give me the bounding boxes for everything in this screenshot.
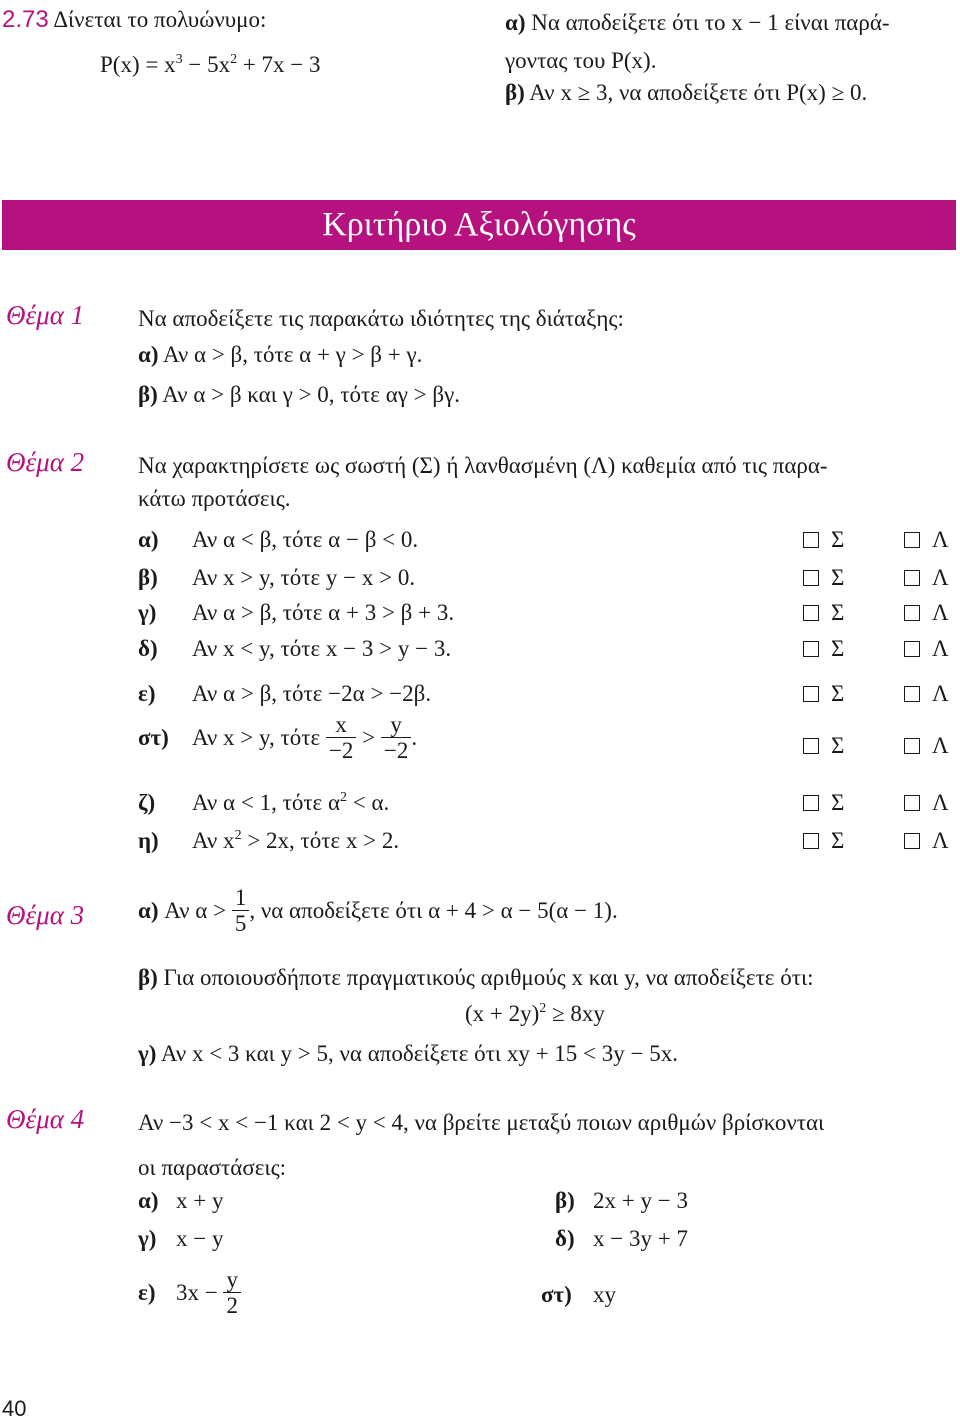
checkbox[interactable] xyxy=(803,641,819,657)
expression-f xyxy=(541,1282,616,1308)
part-label: γ) xyxy=(138,1226,157,1251)
page-number: 40 xyxy=(2,1396,27,1421)
part-text: Αν x < 3 και y > 5, να αποδείξετε ότι xy + 15 < 3y − 5x. xyxy=(160,1041,678,1066)
topic-4-intro-cont: οι παραστάσεις: xyxy=(138,1155,287,1180)
part-text: Αν α > xyxy=(164,898,227,924)
checkbox[interactable] xyxy=(803,686,819,702)
part-text: Για οποιουσδήποτε πραγματικούς αριθμούς x και y, να αποδείξετε ότι: xyxy=(163,965,814,990)
expression-b xyxy=(555,1188,688,1214)
numerator: y xyxy=(390,712,402,737)
fraction-y-over-2 xyxy=(223,1267,241,1319)
checkbox[interactable] xyxy=(803,795,819,811)
option-false[interactable] xyxy=(904,828,949,854)
statement-text: < α. xyxy=(347,790,390,815)
option-true[interactable] xyxy=(803,790,844,816)
statement-text: > 2x, τότε x > 2. xyxy=(241,828,400,853)
option-false[interactable] xyxy=(904,733,949,759)
topic-4-title: Θέμα 4 xyxy=(6,1104,85,1134)
punctuation: . xyxy=(411,725,418,751)
topic-1-part-a xyxy=(138,342,422,368)
checkbox[interactable] xyxy=(904,532,920,548)
checkbox[interactable] xyxy=(803,738,819,754)
expression-text: x + y xyxy=(176,1188,224,1213)
option-label: Σ xyxy=(831,828,845,853)
exponent: 2 xyxy=(340,790,348,805)
option-label: Σ xyxy=(831,733,845,758)
statement-label: α) xyxy=(138,527,159,552)
part-text: Να αποδείξετε ότι το x − 1 είναι παρά- xyxy=(531,10,890,35)
checkbox[interactable] xyxy=(803,605,819,621)
topic-3-title: Θέμα 3 xyxy=(6,900,85,930)
exponent: 2 xyxy=(539,1001,547,1016)
option-label: Λ xyxy=(932,681,949,706)
banner-title: Κριτήριο Αξιολόγησης xyxy=(322,206,636,243)
statement-e xyxy=(138,681,431,707)
expression-text: xy xyxy=(593,1282,616,1307)
statement-text: Αν x > y, τότε xyxy=(192,725,321,751)
expression-e xyxy=(138,1267,241,1319)
part-label: γ) xyxy=(138,1041,157,1066)
checkbox[interactable] xyxy=(904,570,920,586)
expression-d xyxy=(555,1226,688,1252)
option-label: Σ xyxy=(831,636,845,661)
statement-h xyxy=(138,828,399,854)
part-label: β) xyxy=(138,382,158,407)
checkbox[interactable] xyxy=(904,833,920,849)
expression-text: x − 3y + 7 xyxy=(593,1226,688,1251)
statement-label: ε) xyxy=(138,681,156,706)
statement-text: Αν x > y, τότε y − x > 0. xyxy=(192,565,416,590)
statement-text: Αν α > β, τότε α + 3 > β + 3. xyxy=(192,600,455,625)
exponent: 2 xyxy=(234,828,242,843)
expression-c xyxy=(138,1226,223,1252)
checkbox[interactable] xyxy=(904,738,920,754)
part-label: α) xyxy=(505,10,526,35)
part-label: α) xyxy=(138,342,159,367)
expression-text: 2x + y − 3 xyxy=(593,1188,688,1213)
poly-exp: 3 xyxy=(175,52,183,67)
option-false[interactable] xyxy=(904,527,949,553)
checkbox[interactable] xyxy=(904,686,920,702)
statement-text: Αν α > β, τότε −2α > −2β. xyxy=(192,681,432,706)
option-label: Σ xyxy=(831,527,845,552)
poly-part: − 5x xyxy=(182,52,231,77)
fraction-x-over-minus-2 xyxy=(326,712,356,764)
option-label: Σ xyxy=(831,790,845,815)
part-label: ε) xyxy=(138,1280,156,1306)
checkbox[interactable] xyxy=(803,532,819,548)
expression-text: x − y xyxy=(176,1226,224,1251)
part-label: α) xyxy=(138,898,159,924)
part-label: β) xyxy=(505,80,525,105)
denominator: 5 xyxy=(232,910,250,936)
topic-3-part-c xyxy=(138,1041,678,1067)
part-text: , να αποδείξετε ότι α + 4 > α − 5(α − 1). xyxy=(249,898,618,924)
statement-label: στ) xyxy=(138,725,169,751)
fraction-one-fifth xyxy=(232,885,250,937)
statement-label: ζ) xyxy=(138,790,156,815)
statement-label: η) xyxy=(138,828,159,853)
option-label: Σ xyxy=(831,600,845,625)
exercise-number: 2.73 xyxy=(2,6,49,33)
statement-b xyxy=(138,565,415,591)
option-true[interactable] xyxy=(803,636,844,662)
option-label: Λ xyxy=(932,527,949,552)
statement-f xyxy=(138,712,417,764)
topic-3-part-b xyxy=(138,965,814,991)
option-label: Σ xyxy=(831,565,845,590)
option-true[interactable] xyxy=(803,600,844,626)
option-label: Λ xyxy=(932,565,949,590)
statement-label: β) xyxy=(138,565,158,590)
checkbox[interactable] xyxy=(904,605,920,621)
denominator: 2 xyxy=(223,1292,241,1318)
statement-label: γ) xyxy=(138,600,157,625)
option-label: Λ xyxy=(932,828,949,853)
numerator: x xyxy=(335,712,347,737)
topic-2-intro-cont: κάτω προτάσεις. xyxy=(138,486,291,511)
checkbox[interactable] xyxy=(803,833,819,849)
topic-2-title: Θέμα 2 xyxy=(6,447,85,477)
topic-3-part-a xyxy=(138,885,618,937)
topic-3-formula xyxy=(465,1001,605,1027)
statement-text: Αν x xyxy=(192,828,235,853)
exercise-part-b xyxy=(505,80,867,106)
topic-1-intro: Να αποδείξετε τις παρακάτω ιδιότητες της διάταξης: xyxy=(138,306,624,331)
option-label: Λ xyxy=(932,733,949,758)
expression-text: 3x − xyxy=(176,1280,218,1306)
fraction-y-over-minus-2 xyxy=(381,712,411,764)
part-text: Αν α > β, τότε α + γ > β + γ. xyxy=(162,342,423,367)
assessment-banner xyxy=(2,200,956,250)
expression-a xyxy=(138,1188,223,1214)
poly-exp: 2 xyxy=(230,52,238,67)
option-false[interactable] xyxy=(904,600,949,626)
topic-4-intro: Αν −3 < x < −1 και 2 < y < 4, να βρείτε μεταξύ ποιων αριθμών βρίσκονται xyxy=(138,1110,825,1135)
checkbox[interactable] xyxy=(803,570,819,586)
statement-text: Αν α < 1, τότε α xyxy=(192,790,341,815)
part-label: α) xyxy=(138,1188,159,1213)
numerator: 1 xyxy=(234,885,247,910)
option-true[interactable] xyxy=(803,828,844,854)
statement-a xyxy=(138,527,418,553)
denominator: −2 xyxy=(326,737,356,763)
statement-c xyxy=(138,600,454,626)
denominator: −2 xyxy=(381,737,411,763)
checkbox[interactable] xyxy=(904,795,920,811)
option-label: Σ xyxy=(831,681,845,706)
polynomial-formula xyxy=(100,52,321,78)
topic-2-intro: Να χαρακτηρίσετε ως σωστή (Σ) ή λανθασμένη (Λ) καθεμία από τις παρα- xyxy=(138,453,828,478)
formula-part: ≥ 8xy xyxy=(546,1001,605,1026)
option-false[interactable] xyxy=(904,790,949,816)
part-label: β) xyxy=(138,965,158,990)
statement-g xyxy=(138,790,389,816)
topic-1-part-b xyxy=(138,382,460,408)
option-true[interactable] xyxy=(803,565,844,591)
part-label: στ) xyxy=(541,1282,572,1307)
part-text: Αν α > β και γ > 0, τότε αγ > βγ. xyxy=(162,382,460,407)
topic-1-title: Θέμα 1 xyxy=(6,300,85,330)
option-false[interactable] xyxy=(904,636,949,662)
comparison-sign: > xyxy=(362,725,376,751)
checkbox[interactable] xyxy=(904,641,920,657)
option-true[interactable] xyxy=(803,681,844,707)
exercise-part-a-cont: γοντας του P(x). xyxy=(505,48,657,73)
part-label: δ) xyxy=(555,1226,575,1251)
poly-part: + 7x − 3 xyxy=(237,52,321,77)
option-label: Λ xyxy=(932,790,949,815)
formula-part: (x + 2y) xyxy=(465,1001,540,1026)
poly-part: P(x) = x xyxy=(100,52,176,77)
statement-text: Αν x < y, τότε x − 3 > y − 3. xyxy=(192,636,452,661)
option-label: Λ xyxy=(932,636,949,661)
statement-label: δ) xyxy=(138,636,158,661)
numerator: y xyxy=(226,1267,238,1292)
option-true[interactable] xyxy=(803,527,844,553)
option-label: Λ xyxy=(932,600,949,625)
exercise-intro: Δίνεται το πολυώνυμο: xyxy=(53,7,267,32)
part-label: β) xyxy=(555,1188,575,1213)
option-true[interactable] xyxy=(803,733,844,759)
part-text: Αν x ≥ 3, να αποδείξετε ότι P(x) ≥ 0. xyxy=(529,80,868,105)
statement-text: Αν α < β, τότε α − β < 0. xyxy=(192,527,419,552)
option-false[interactable] xyxy=(904,681,949,707)
option-false[interactable] xyxy=(904,565,949,591)
exercise-2-73-heading xyxy=(2,6,266,34)
statement-d xyxy=(138,636,451,662)
exercise-part-a xyxy=(505,10,890,36)
